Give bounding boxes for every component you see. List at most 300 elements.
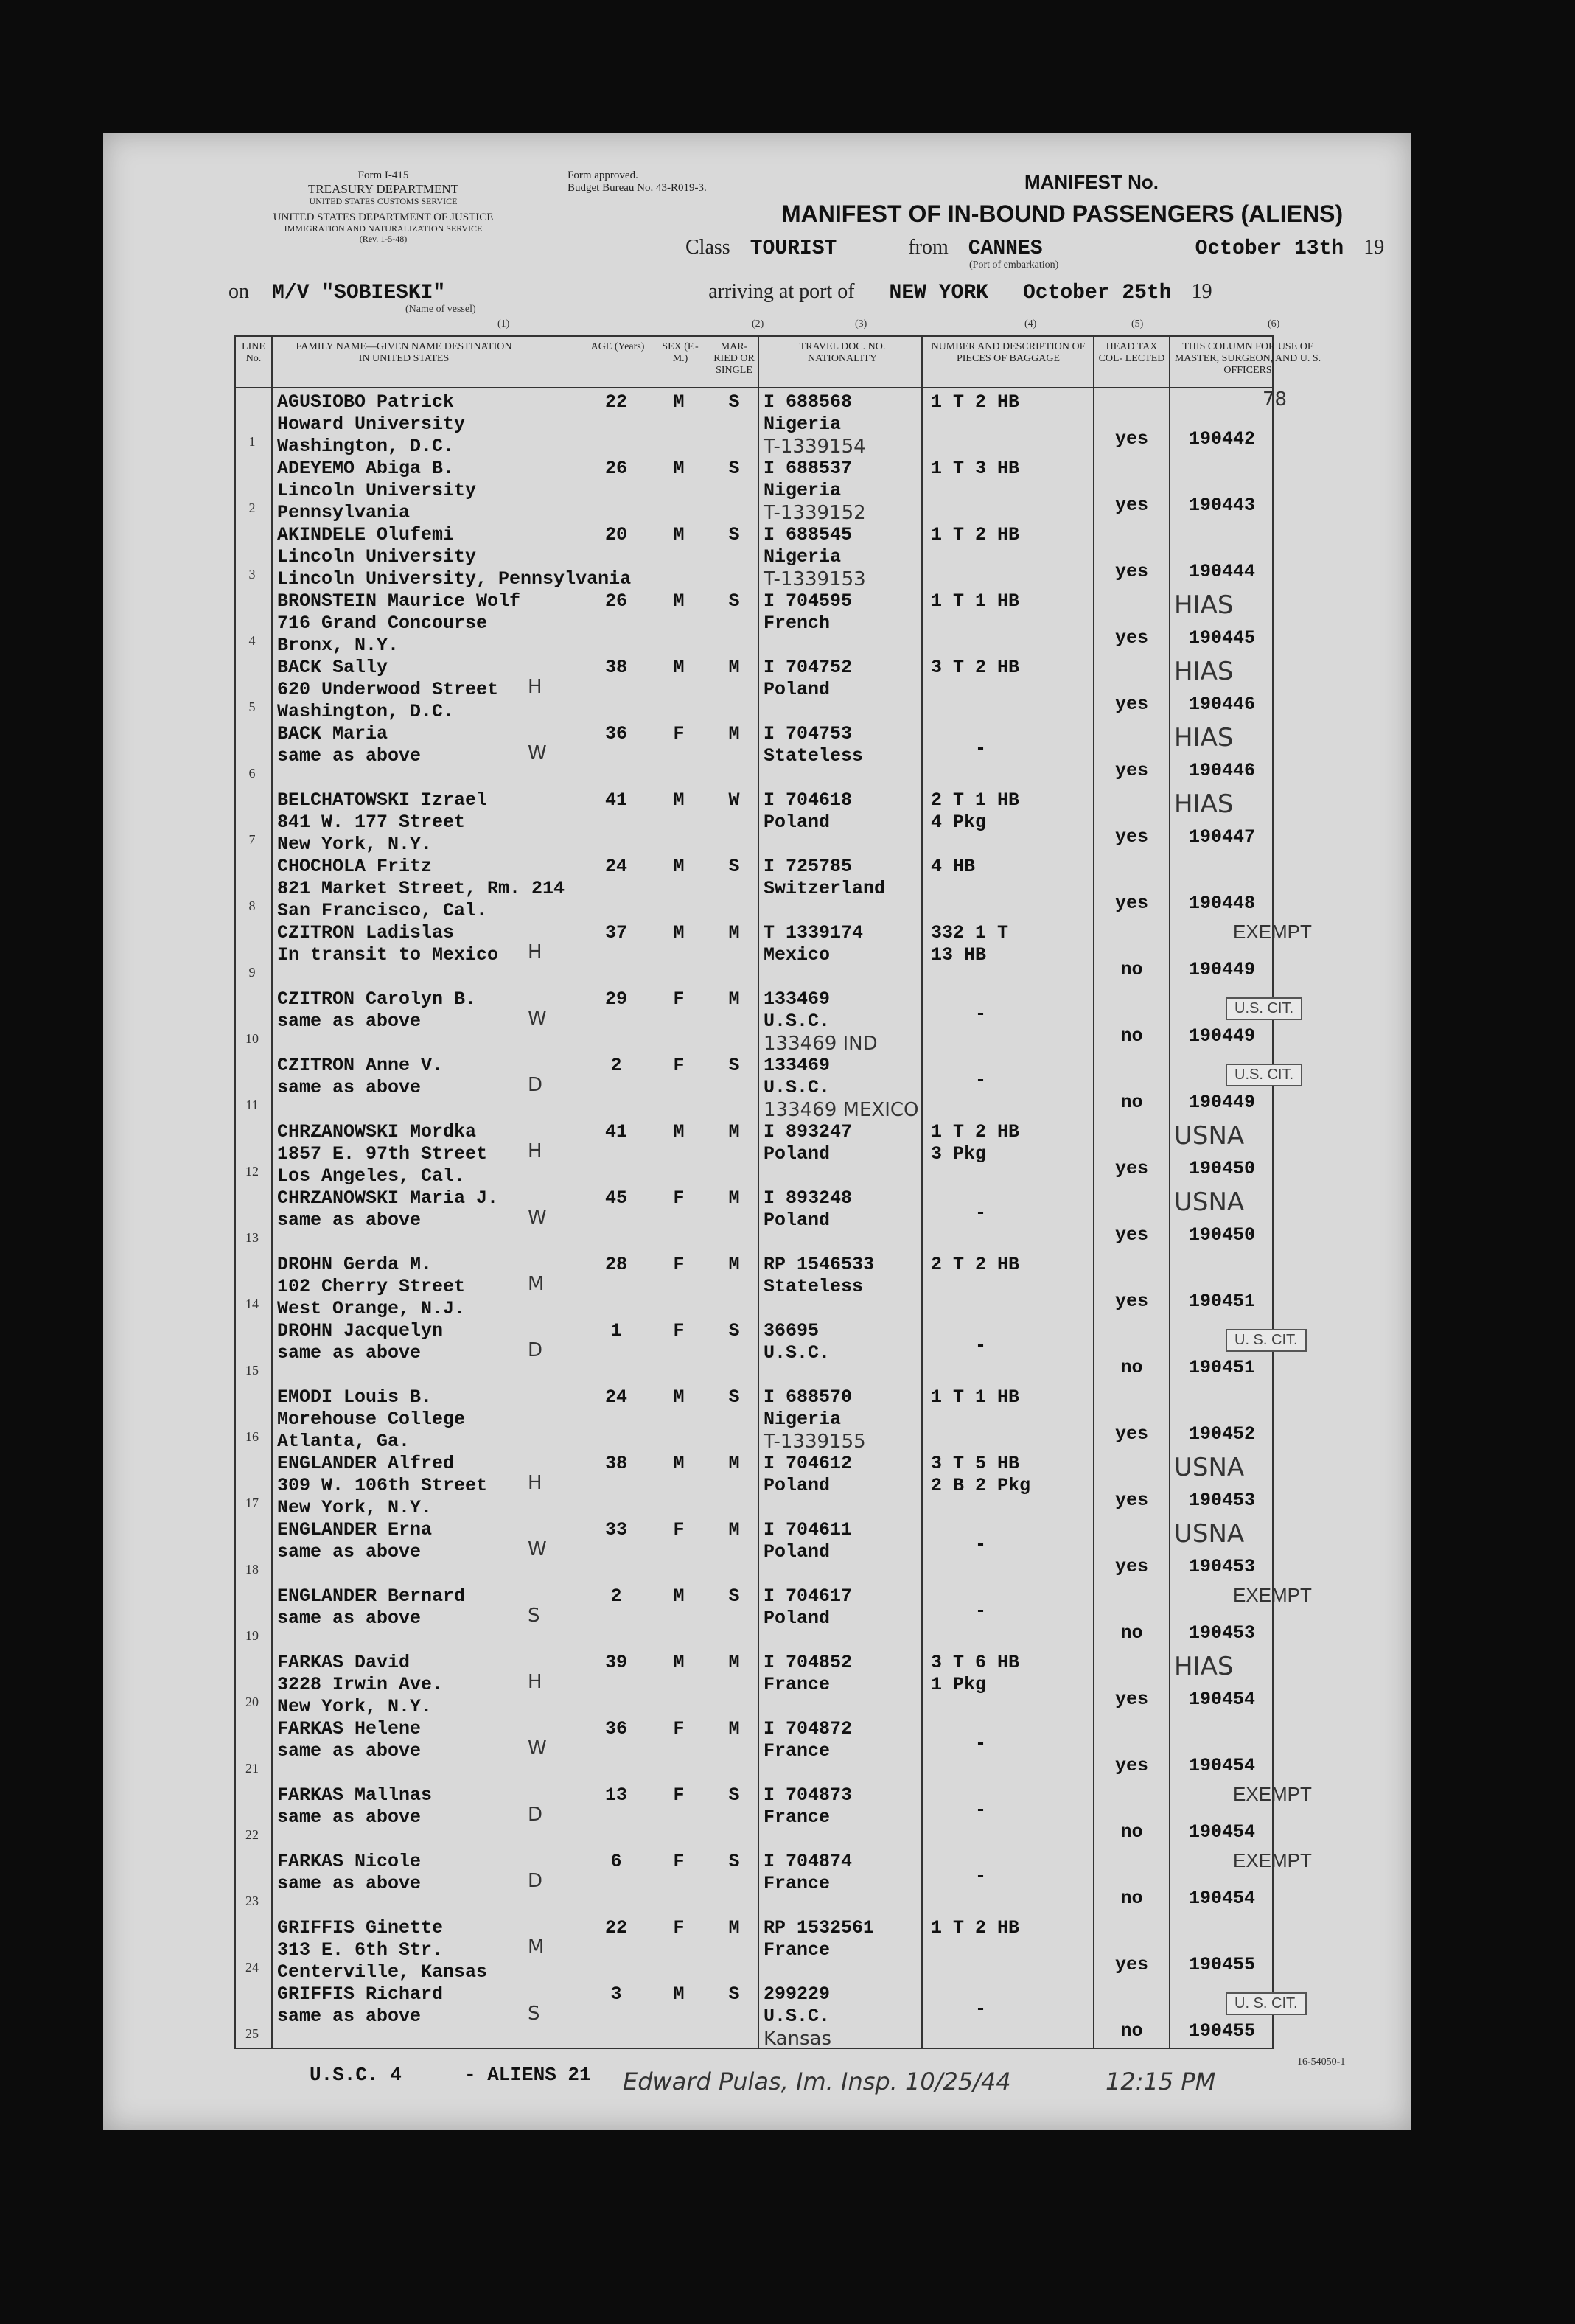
passenger-marital: M xyxy=(728,1652,740,1673)
passenger-cell-doc xyxy=(764,458,918,524)
passenger-row xyxy=(234,521,1274,590)
passenger-sex: M xyxy=(673,391,685,413)
passenger-cell-baggage xyxy=(931,1585,1086,1622)
passenger-marital: S xyxy=(728,1055,740,1076)
passenger-age: 2 xyxy=(610,1055,622,1076)
official-agency-note: HIAS xyxy=(1174,657,1234,686)
relation-mark: H xyxy=(528,676,542,698)
col-header-line: LINE No. xyxy=(242,341,265,365)
passenger-sex: M xyxy=(673,789,685,811)
passenger-cell-doc xyxy=(764,1453,918,1497)
line-number: 21 xyxy=(245,1761,259,1776)
passenger-destination: Bronx, N.Y. xyxy=(277,635,399,656)
nationality: France xyxy=(764,1807,831,1828)
passenger-cell-official xyxy=(1174,720,1321,786)
passenger-destination: San Francisco, Cal. xyxy=(277,900,488,921)
baggage-entry: 1 T 2 HB xyxy=(931,391,1020,413)
line-number: 3 xyxy=(248,567,256,582)
passenger-age: 36 xyxy=(604,1718,627,1739)
passenger-name: ADEYEMO Abiga B. xyxy=(277,458,455,479)
vessel-name: M/V "SOBIESKI" xyxy=(272,282,446,304)
passenger-name: BELCHATOWSKI Izrael xyxy=(277,789,488,811)
passenger-cell-official xyxy=(1174,1450,1321,1516)
passenger-cell-name xyxy=(277,856,572,922)
passenger-name: CHRZANOWSKI Maria J. xyxy=(277,1187,499,1209)
passenger-destination: same as above xyxy=(277,1807,422,1828)
passenger-name: CZITRON Ladislas xyxy=(277,922,455,943)
passenger-row xyxy=(234,786,1274,853)
passenger-cell-baggage xyxy=(931,1386,1086,1409)
travel-doc-number: I 704618 xyxy=(764,789,853,811)
head-tax: no xyxy=(1120,2020,1143,2042)
official-number: 190450 xyxy=(1189,1158,1256,1179)
nationality: Poland xyxy=(764,1210,831,1231)
passenger-destination: 3228 Irwin Ave. xyxy=(277,1674,444,1695)
passenger-cell-baggage xyxy=(931,590,1086,613)
passenger-cell-baggage xyxy=(931,1187,1086,1224)
official-number: 190454 xyxy=(1189,1888,1256,1909)
passenger-name: GRIFFIS Ginette xyxy=(277,1917,444,1939)
nationality: France xyxy=(764,1674,831,1695)
passenger-age: 45 xyxy=(604,1187,627,1209)
head-tax: no xyxy=(1120,1888,1143,1909)
baggage-entry: - xyxy=(975,1534,987,1555)
passenger-cell-official xyxy=(1174,1782,1321,1848)
head-tax: yes xyxy=(1114,1158,1148,1179)
line-number: 9 xyxy=(248,965,256,980)
head-tax: yes xyxy=(1114,694,1148,715)
official-number: 190449 xyxy=(1189,1092,1256,1113)
passenger-cell-baggage xyxy=(931,1519,1086,1556)
travel-doc-number: I 688537 xyxy=(764,458,853,479)
passenger-row xyxy=(234,1450,1274,1516)
official-agency-note: USNA xyxy=(1174,1453,1245,1482)
col-header-baggage: NUMBER AND DESCRIPTION OF PIECES OF BAGGAGE xyxy=(931,341,1086,365)
passenger-cell-doc xyxy=(764,723,918,767)
nationality: France xyxy=(764,1873,831,1894)
head-tax: yes xyxy=(1114,826,1148,848)
passenger-name: DROHN Gerda M. xyxy=(277,1254,433,1275)
passenger-cell-doc xyxy=(764,922,918,966)
passenger-cell-name xyxy=(277,789,572,856)
passenger-destination: In transit to Mexico xyxy=(277,944,499,966)
passenger-name: FARKAS Nicole xyxy=(277,1851,422,1872)
baggage-entry: - xyxy=(975,1202,987,1224)
passenger-destination: Howard University xyxy=(277,413,466,435)
official-agency-note: HIAS xyxy=(1174,1652,1234,1681)
passenger-destination: Los Angeles, Cal. xyxy=(277,1165,466,1187)
passenger-name: BACK Maria xyxy=(277,723,388,744)
passenger-row xyxy=(234,1782,1312,1848)
baggage-entry: 1 Pkg xyxy=(931,1674,987,1695)
passenger-cell-name xyxy=(277,458,572,524)
passenger-cell-official xyxy=(1174,1848,1321,1914)
passenger-name: DROHN Jacquelyn xyxy=(277,1320,444,1341)
baggage-entry: - xyxy=(975,738,987,759)
passenger-age: 36 xyxy=(604,723,627,744)
passenger-cell-baggage xyxy=(931,1917,1086,1939)
baggage-entry: - xyxy=(975,1335,987,1356)
nationality: France xyxy=(764,1740,831,1762)
passenger-sex: M xyxy=(673,922,685,943)
doc-annotation: T-1339154 xyxy=(764,436,866,458)
line-number: 23 xyxy=(245,1894,259,1908)
official-agency-note: HIAS xyxy=(1174,723,1234,753)
passenger-name: ENGLANDER Alfred xyxy=(277,1453,455,1474)
passenger-cell-baggage xyxy=(931,391,1086,413)
passenger-sex: M xyxy=(673,657,685,678)
passenger-age: 6 xyxy=(610,1851,622,1872)
passenger-name: CZITRON Anne V. xyxy=(277,1055,444,1076)
class-label: Class xyxy=(685,236,730,259)
head-tax: no xyxy=(1120,1025,1143,1047)
relation-mark: S xyxy=(528,2003,540,2025)
official-number: 190447 xyxy=(1189,826,1256,848)
passenger-sex: M xyxy=(673,1983,685,2005)
official-number: 190446 xyxy=(1189,694,1256,715)
footer-aliens: - ALIENS 21 xyxy=(464,2064,591,2086)
arrival-date: October 25th xyxy=(1022,282,1172,304)
official-number: 190451 xyxy=(1189,1357,1256,1378)
nationality: Nigeria xyxy=(764,546,842,568)
travel-doc-number: I 704874 xyxy=(764,1851,853,1872)
travel-doc-number: I 893248 xyxy=(764,1187,853,1209)
baggage-entry: - xyxy=(975,1799,987,1821)
passenger-destination: same as above xyxy=(277,1210,422,1231)
passenger-cell-baggage xyxy=(931,1254,1086,1276)
passenger-cell-baggage xyxy=(931,1453,1086,1497)
passenger-cell-doc xyxy=(764,1320,918,1364)
passenger-name: CHRZANOWSKI Mordka xyxy=(277,1121,477,1142)
line-number: 8 xyxy=(248,898,256,913)
travel-doc-number: I 704617 xyxy=(764,1585,853,1607)
passenger-sex: M xyxy=(673,590,685,612)
col-header-tax: HEAD TAX COL- LECTED xyxy=(1098,341,1165,365)
passenger-sex: M xyxy=(673,1585,685,1607)
line-number: 17 xyxy=(245,1496,259,1510)
doc-annotation: T-1339155 xyxy=(764,1431,866,1453)
travel-doc-number: RP 1532561 xyxy=(764,1917,875,1939)
passenger-cell-official xyxy=(1174,521,1321,587)
nationality: French xyxy=(764,613,831,634)
officer-signature: Edward Pulas, Im. Insp. 10/25/44 xyxy=(623,2067,1011,2096)
line-number: 15 xyxy=(245,1363,259,1378)
head-tax: no xyxy=(1120,1821,1143,1843)
passenger-cell-official xyxy=(1174,1052,1321,1118)
form-header-left xyxy=(251,170,516,244)
passenger-cell-baggage xyxy=(931,1983,1086,2020)
passenger-destination: 841 W. 177 Street xyxy=(277,812,466,833)
head-tax: no xyxy=(1120,1622,1143,1644)
doc-annotation: 133469 MEXICO xyxy=(764,1099,919,1121)
passenger-marital: M xyxy=(728,1453,740,1474)
baggage-entry: 4 Pkg xyxy=(931,812,987,833)
head-tax: yes xyxy=(1114,1423,1148,1445)
official-number: 190444 xyxy=(1189,561,1256,582)
passenger-cell-doc xyxy=(764,1386,918,1453)
form-approved: Form approved. xyxy=(568,170,638,181)
passenger-name: BRONSTEIN Maurice Wolf xyxy=(277,590,521,612)
passenger-cell-official xyxy=(1174,1383,1321,1450)
passenger-cell-official xyxy=(1174,1317,1321,1383)
passenger-destination: New York, N.Y. xyxy=(277,1497,433,1518)
passenger-destination: Washington, D.C. xyxy=(277,701,455,722)
passenger-destination: 716 Grand Concourse xyxy=(277,613,488,634)
manifest-title: MANIFEST OF IN-BOUND PASSENGERS (ALIENS) xyxy=(781,200,1344,227)
head-tax: yes xyxy=(1114,1556,1148,1577)
passenger-age: 26 xyxy=(604,458,627,479)
passenger-sex: F xyxy=(673,1917,685,1939)
nationality: France xyxy=(764,1939,831,1961)
passenger-cell-doc xyxy=(764,789,918,834)
line-number: 24 xyxy=(245,1960,259,1975)
col-number: (1) xyxy=(497,318,510,329)
passenger-cell-doc xyxy=(764,1718,918,1762)
line-number: 22 xyxy=(245,1827,259,1842)
from-label: from xyxy=(908,236,949,259)
passenger-destination: same as above xyxy=(277,1541,422,1563)
relation-mark: W xyxy=(528,1538,547,1560)
travel-doc-number: 133469 xyxy=(764,988,831,1010)
passenger-cell-official xyxy=(1174,1118,1321,1184)
passenger-row xyxy=(234,985,1294,1055)
nationality: Stateless xyxy=(764,745,864,767)
nationality: Poland xyxy=(764,1608,831,1629)
passenger-age: 24 xyxy=(604,1386,627,1408)
col-number: (6) xyxy=(1268,318,1280,329)
official-number: 190452 xyxy=(1189,1423,1256,1445)
passenger-row xyxy=(234,1118,1274,1187)
passenger-table xyxy=(234,335,1321,2050)
exempt-stamp: EXEMPT xyxy=(1233,921,1312,943)
passenger-marital: M xyxy=(728,1519,740,1540)
nationality: Poland xyxy=(764,1143,831,1165)
official-number: 190446 xyxy=(1189,760,1256,781)
passenger-row xyxy=(234,1914,1274,1981)
baggage-entry: 1 T 2 HB xyxy=(931,1121,1020,1142)
passenger-marital: S xyxy=(728,1983,740,2005)
passenger-cell-official xyxy=(1174,1715,1321,1782)
passenger-name: BACK Sally xyxy=(277,657,388,678)
passenger-marital: S xyxy=(728,1386,740,1408)
manifest-no-label: MANIFEST No. xyxy=(1024,171,1159,193)
passenger-name: GRIFFIS Richard xyxy=(277,1983,444,2005)
passenger-row xyxy=(234,1251,1274,1317)
baggage-entry: - xyxy=(975,1866,987,1887)
passenger-cell-baggage xyxy=(931,1851,1086,1888)
passenger-cell-official xyxy=(1174,1184,1321,1251)
passenger-row xyxy=(234,919,1312,985)
on-label: on xyxy=(228,280,249,303)
passenger-destination: New York, N.Y. xyxy=(277,1696,433,1717)
passenger-age: 26 xyxy=(604,590,627,612)
relation-mark: W xyxy=(528,1737,547,1759)
official-agency-note: HIAS xyxy=(1174,590,1234,620)
passenger-destination: 102 Cherry Street xyxy=(277,1276,466,1297)
travel-doc-number: 36695 xyxy=(764,1320,820,1341)
passenger-name: CZITRON Carolyn B. xyxy=(277,988,477,1010)
official-agency-note: USNA xyxy=(1174,1187,1245,1217)
passenger-cell-doc xyxy=(764,856,918,900)
travel-doc-number: I 704595 xyxy=(764,590,853,612)
passenger-destination: West Orange, N.J. xyxy=(277,1298,466,1319)
passenger-cell-doc xyxy=(764,1983,918,2050)
baggage-entry: 3 T 2 HB xyxy=(931,657,1020,678)
head-tax: yes xyxy=(1114,1291,1148,1312)
passenger-cell-baggage xyxy=(931,1652,1086,1696)
passenger-row xyxy=(234,1848,1312,1914)
passenger-destination: same as above xyxy=(277,2006,422,2027)
passenger-cell-official xyxy=(1174,1516,1321,1583)
relation-mark: D xyxy=(528,1870,543,1892)
port-embark-caption: (Port of embarkation) xyxy=(969,259,1059,271)
passenger-marital: M xyxy=(728,657,740,678)
passenger-age: 41 xyxy=(604,1121,627,1142)
passenger-row xyxy=(234,1052,1294,1121)
passenger-cell-doc xyxy=(764,1784,918,1829)
baggage-entry: - xyxy=(975,1003,987,1025)
line-number: 11 xyxy=(245,1098,259,1112)
line-number: 12 xyxy=(245,1164,259,1179)
passenger-cell-official xyxy=(1174,1914,1321,1981)
passenger-cell-baggage xyxy=(931,988,1086,1025)
passenger-marital: M xyxy=(728,723,740,744)
passenger-cell-doc xyxy=(764,657,918,701)
head-tax: yes xyxy=(1114,1490,1148,1511)
baggage-entry: 2 B 2 Pkg xyxy=(931,1475,1031,1496)
travel-doc-number: I 704752 xyxy=(764,657,853,678)
relation-mark: H xyxy=(528,1140,542,1162)
official-number: 190453 xyxy=(1189,1490,1256,1511)
nationality: Switzerland xyxy=(764,878,886,899)
passenger-sex: M xyxy=(673,458,685,479)
official-number: 190443 xyxy=(1189,495,1256,516)
passenger-sex: M xyxy=(673,524,685,545)
arrival-port: NEW YORK xyxy=(889,282,988,304)
passenger-cell-official xyxy=(1174,388,1321,455)
passenger-row xyxy=(234,587,1274,654)
passenger-marital: S xyxy=(728,458,740,479)
passenger-cell-official xyxy=(1174,587,1321,654)
line-number: 13 xyxy=(245,1230,259,1245)
manifest-page xyxy=(103,133,1411,2130)
passenger-age: 37 xyxy=(604,922,627,943)
nationality: Poland xyxy=(764,1541,831,1563)
passenger-age: 29 xyxy=(604,988,627,1010)
passenger-cell-name xyxy=(277,590,572,657)
relation-mark: D xyxy=(528,1074,543,1096)
line-number: 2 xyxy=(248,500,256,515)
year-prefix: 19 xyxy=(1363,236,1385,259)
nationality: U.S.C. xyxy=(764,1342,831,1364)
passenger-age: 3 xyxy=(610,1983,622,2005)
travel-doc-number: 299229 xyxy=(764,1983,831,2005)
official-number: 190450 xyxy=(1189,1224,1256,1246)
passenger-cell-official xyxy=(1174,786,1321,853)
baggage-entry: 2 T 2 HB xyxy=(931,1254,1020,1275)
passenger-marital: S xyxy=(728,391,740,413)
passenger-cell-baggage xyxy=(931,723,1086,760)
official-number: 190448 xyxy=(1189,893,1256,914)
passenger-marital: W xyxy=(728,789,740,811)
passenger-sex: M xyxy=(673,856,685,877)
passenger-row xyxy=(234,388,1288,458)
passenger-cell-baggage xyxy=(931,1784,1086,1821)
nationality: U.S.C. xyxy=(764,2006,831,2027)
travel-doc-number: I 725785 xyxy=(764,856,853,877)
passenger-marital: S xyxy=(728,1784,740,1806)
baggage-entry: 3 Pkg xyxy=(931,1143,987,1165)
line-number: 10 xyxy=(245,1031,259,1046)
passenger-name: EMODI Louis B. xyxy=(277,1386,433,1408)
passenger-cell-doc xyxy=(764,1917,918,1961)
passenger-destination: 1857 E. 97th Street xyxy=(277,1143,488,1165)
passenger-destination: 313 E. 6th Str. xyxy=(277,1939,444,1961)
passenger-cell-name xyxy=(277,391,572,458)
travel-doc-number: I 704873 xyxy=(764,1784,853,1806)
official-number: 190454 xyxy=(1189,1821,1256,1843)
passenger-row xyxy=(234,1516,1274,1583)
passenger-cell-doc xyxy=(764,1121,918,1165)
passenger-marital: M xyxy=(728,1254,740,1275)
line-number: 14 xyxy=(245,1297,259,1311)
passenger-destination: Washington, D.C. xyxy=(277,436,455,457)
relation-mark: D xyxy=(528,1339,543,1361)
budget-bureau: Budget Bureau No. 43-R019-3. xyxy=(568,182,707,195)
passenger-row xyxy=(234,1981,1298,2050)
class-line xyxy=(685,236,1386,260)
passenger-marital: M xyxy=(728,1718,740,1739)
passenger-name: FARKAS Mallnas xyxy=(277,1784,433,1806)
travel-doc-number: I 893247 xyxy=(764,1121,853,1142)
line-number: 6 xyxy=(248,766,256,781)
col-header-doc: TRAVEL DOC. NO. NATIONALITY xyxy=(799,341,886,365)
passenger-cell-official xyxy=(1174,853,1321,919)
passenger-cell-doc xyxy=(764,524,918,590)
line-number: 1 xyxy=(248,434,256,449)
passenger-age: 41 xyxy=(604,789,627,811)
doc-annotation: Kansas xyxy=(764,2028,832,2050)
passenger-destination: Lincoln University xyxy=(277,546,477,568)
passenger-cell-doc xyxy=(764,1652,918,1696)
passenger-cell-baggage xyxy=(931,1718,1086,1755)
passenger-destination: same as above xyxy=(277,1077,422,1098)
travel-doc-number: I 704872 xyxy=(764,1718,853,1739)
passenger-sex: M xyxy=(673,1652,685,1673)
form-revision: (Rev. 1-5-48) xyxy=(359,233,408,244)
official-number: 190454 xyxy=(1189,1689,1256,1710)
doc-annotation: T-1339153 xyxy=(764,568,866,590)
baggage-entry: - xyxy=(975,1069,987,1091)
baggage-entry: 332 1 T xyxy=(931,922,1009,943)
passenger-marital: S xyxy=(728,1320,740,1341)
head-tax: yes xyxy=(1114,1755,1148,1776)
nationality: Poland xyxy=(764,679,831,700)
baggage-entry: 2 T 1 HB xyxy=(931,789,1020,811)
ins-service: IMMIGRATION AND NATURALIZATION SERVICE xyxy=(284,223,483,234)
passenger-destination: Lincoln University, Pennsylvania xyxy=(277,568,632,590)
col-number: (2) xyxy=(752,318,764,329)
passenger-marital: M xyxy=(728,1187,740,1209)
passenger-cell-baggage xyxy=(931,458,1086,480)
passenger-sex: F xyxy=(673,1187,685,1209)
passenger-cell-official xyxy=(1174,455,1321,521)
passenger-name: ENGLANDER Erna xyxy=(277,1519,433,1540)
depart-date: October 13th xyxy=(1195,237,1344,260)
passenger-age: 2 xyxy=(610,1585,622,1607)
exempt-stamp: EXEMPT xyxy=(1233,1783,1312,1805)
exempt-stamp: EXEMPT xyxy=(1233,1849,1312,1871)
